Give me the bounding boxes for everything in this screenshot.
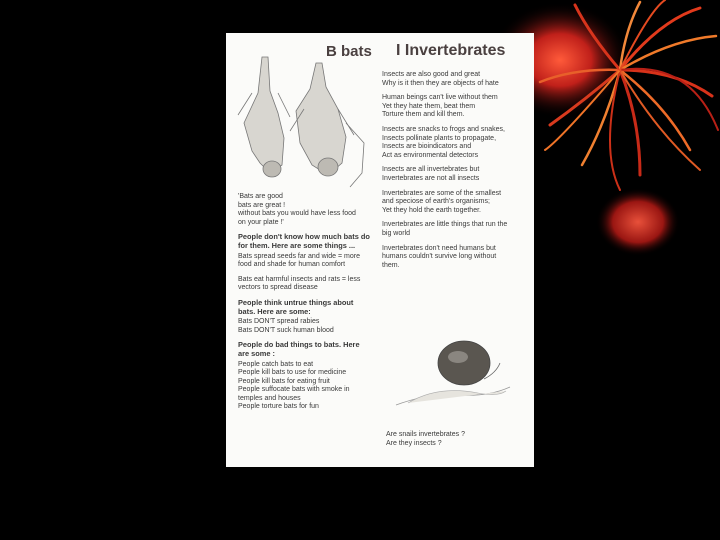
bats-subheading-harm: People do bad things to bats. Here are some :	[238, 340, 360, 358]
heading-bats: B bats	[326, 43, 372, 60]
red-orb-bottom	[596, 188, 680, 256]
bats-subheading-myths: People think untrue things about bats. Here are some:	[238, 297, 354, 316]
invert-block-3: Insects are snacks to frogs and snakes, Insects pollinate plants to propagate, Insects are bioindicators and Act as environmental detectors	[382, 125, 505, 159]
invert-block-1: Insects are also good and great Why is it then they are objects of hate	[382, 71, 499, 87]
bats-column	[238, 193, 378, 418]
bats-harm-list: People catch bats to eat People kill bats to use for medicine People kill bats for eating fruit People suffocate bats with smoke in temples and houses People torture bats for fun	[238, 360, 350, 411]
bats-myths-list: Bats DON'T spread rabies Bats DON'T suck human blood	[238, 318, 334, 334]
heading-invertebrates: I Invertebrates	[396, 42, 506, 59]
bats-poem: 'Bats are good bats are great ! without bats you would have less food on your plate !'	[238, 193, 356, 226]
hanging-bats-illustration	[234, 53, 376, 191]
bats-subheading-benefits: People don't know how much bats do for them. Here are some things ...	[238, 232, 370, 250]
invert-block-6: Invertebrates are little things that run the big world	[382, 221, 508, 237]
invert-block-7: Invertebrates don't need humans but humans couldn't survive long without them.	[382, 244, 497, 269]
snail-illustration	[388, 333, 518, 413]
bats-fact-insects: Bats eat harmful insects and rats = less vectors to spread disease	[238, 275, 361, 292]
snail-caption: Are snails invertebrates ? Are they insects ?	[386, 431, 465, 447]
invert-block-2: Human beings can't live without them Yet they hate them, beat them Torture them and kill them.	[382, 94, 498, 119]
document-page	[226, 33, 534, 467]
invert-block-4: Insects are all invertebrates but Invertebrates are not all insects	[382, 166, 480, 182]
bats-fact-seeds: Bats spread seeds far and wide = more food and shade for human comfort	[238, 252, 360, 269]
invert-block-5: Invertebrates are some of the smallest and speciose of earth's organisms; Yet they hold the earth together.	[382, 189, 502, 214]
invertebrates-column	[382, 71, 522, 276]
